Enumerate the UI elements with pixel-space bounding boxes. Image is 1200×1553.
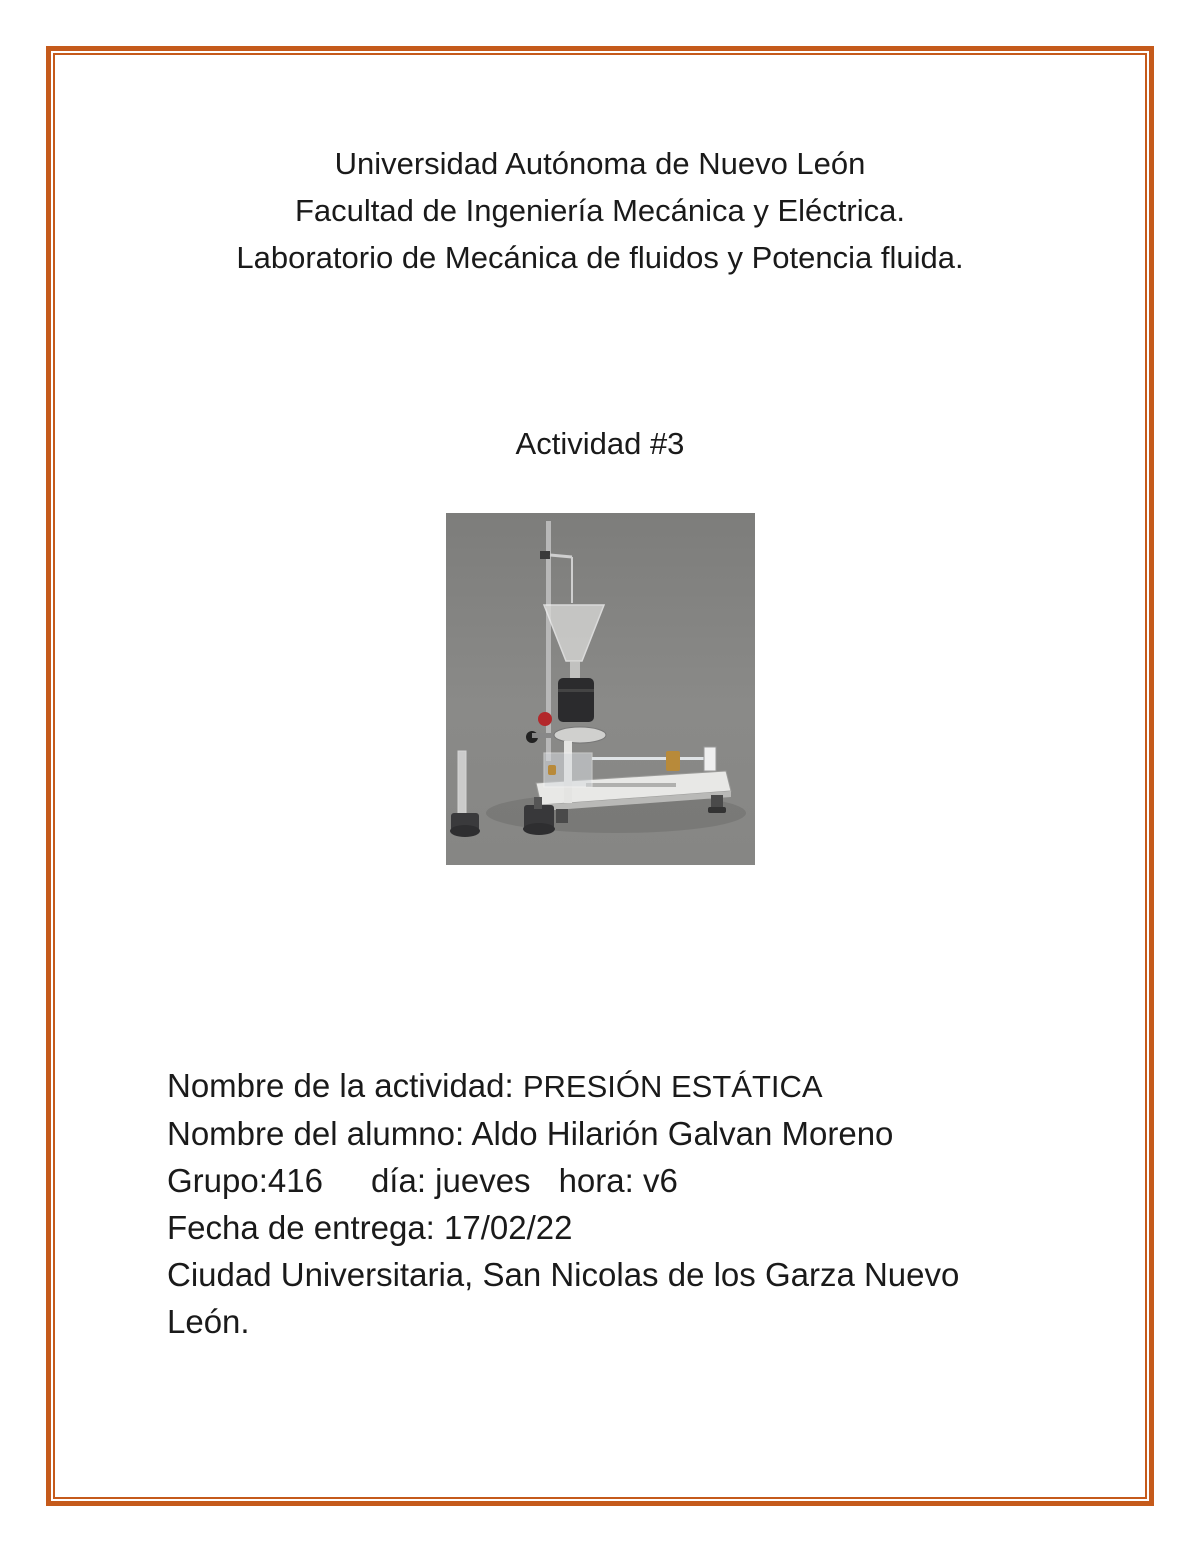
- activity-name-label: Nombre de la actividad:: [167, 1067, 514, 1104]
- delivery-date: Fecha de entrega: 17/02/22: [167, 1209, 573, 1246]
- city-line-1: Ciudad Universitaria, San Nicolas de los Garza Nuevo: [167, 1256, 960, 1293]
- activity-name-value: PRESIÓN ESTÁTICA: [522, 1069, 823, 1104]
- city-line-2: León.: [167, 1303, 250, 1340]
- day-text: día: jueves: [370, 1162, 531, 1199]
- student-name-label: Nombre del alumno:: [167, 1115, 465, 1152]
- student-info: [167, 1062, 1067, 1345]
- student-name-line: [167, 1110, 1067, 1157]
- activity-title: Actividad #3: [515, 426, 685, 461]
- apparatus-photo: [446, 513, 755, 865]
- group-text: Grupo:416: [167, 1162, 323, 1199]
- activity-name-line: [167, 1062, 1067, 1110]
- faculty-name: Facultad de Ingeniería Mecánica y Eléctrica.: [295, 193, 905, 228]
- document-header: [0, 140, 1200, 281]
- university-name: Universidad Autónoma de Nuevo León: [334, 146, 866, 181]
- student-name-value: Aldo Hilarión Galvan Moreno: [471, 1115, 894, 1152]
- schedule-line: [167, 1157, 1067, 1204]
- laboratory-name: Laboratorio de Mecánica de fluidos y Potencia fluida.: [236, 240, 964, 275]
- hour-text: hora: v6: [558, 1162, 678, 1199]
- apparatus-illustration: [446, 513, 755, 865]
